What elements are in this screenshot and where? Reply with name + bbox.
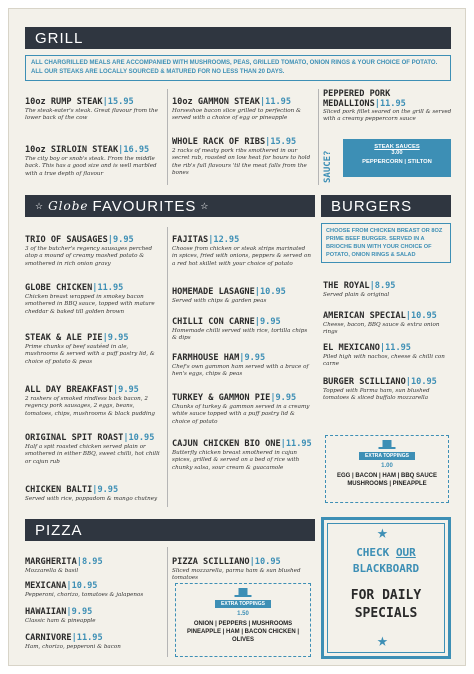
menu-page — [8, 8, 466, 666]
burgers-title: BURGERS — [331, 197, 413, 215]
item-name: 10oz RUMP STEAK — [25, 97, 103, 107]
menu-item: MEXICANA|10.95 Pepperoni, chorizo, tomatoes & jalapenos — [25, 573, 163, 599]
hat-icon — [235, 588, 252, 597]
item-price: 10.95 — [128, 433, 155, 443]
burgers-intro: CHOOSE FROM CHICKEN BREAST OR 8OZ PRIME BEEF BURGER. SERVED IN A BRIOCHE BUN WITH YOUR CHOICE OF POTATO, ONION RINGS & SALAD — [321, 223, 451, 263]
item-desc: Served with rice, poppadom & mango chutney — [25, 496, 158, 502]
menu-item: CHILLI CON CARNE|9.95 Homemade chilli served with rice, tortilla chips & dips — [172, 309, 312, 343]
grill-intro: ALL CHARGRILLED MEALS ARE ACCOMPANIED WITH MUSHROOMS, PEAS, GRILLED TOMATO, ONION RINGS & YOUR CHOICE OF POTATO. ALL OUR STEAKS ARE LOCALLY SOURCED & MATURED FOR NO LESS THAN 20 DAYS. — [25, 55, 451, 81]
item-desc: Served with chips & garden peas — [172, 298, 267, 304]
pizza-toppings-box — [175, 583, 311, 657]
specials-word: SPECIALS — [354, 606, 418, 621]
toppings-list: EGG | BACON | HAM | BBQ SAUCE MUSHROOMS | PINEAPPLE — [336, 473, 438, 487]
item-desc: Chunks of turkey & gammon served in a creamy white sauce topped with a puff pastry lid & choice of potato — [172, 404, 310, 425]
favourites-title: FAVOURITES — [92, 197, 197, 215]
favourites-script: Globe — [48, 199, 89, 213]
menu-item: 10oz GAMMON STEAK|11.95 Horseshoe bacon slice grilled to perfection & served with a choice of egg or pineapple — [172, 89, 314, 123]
menu-item: FARMHOUSE HAM|9.95 Chef's own gammon ham served with a brace of hen's eggs, chips & peas — [172, 345, 312, 379]
item-price: 10.95 — [410, 311, 437, 321]
toppings-price: 1.50 — [237, 611, 249, 617]
grill-header — [25, 27, 451, 49]
divider — [167, 227, 168, 507]
item-name: PEPPERED PORK MEDALLIONS|11.95 — [323, 89, 406, 109]
item-desc: Mozzarella & basil — [25, 568, 79, 574]
star-icon: ☆ — [35, 200, 45, 211]
item-price: 16.95 — [123, 145, 150, 155]
item-name: GLOBE CHICKEN — [25, 283, 93, 293]
menu-item: CHICKEN BALTI|9.95 Served with rice, poppadom & mango chutney — [25, 477, 163, 503]
item-name: ALL DAY BREAKFAST — [25, 385, 113, 395]
grill-title: GRILL — [35, 29, 84, 47]
item-desc: Half a spit roasted chicken served plain or smothered in either BBQ, sweet chilli, hot chilli or cajun rub — [25, 444, 160, 465]
item-name: HOMEMADE LASAGNE — [172, 287, 255, 297]
menu-item: CAJUN CHICKEN BIO ONE|11.95 Butterfly chicken breast smothered in cajun spices, grilled & served on a bed of rice with chunky salsa, sour cream & guacamole — [172, 439, 312, 471]
menu-item: MARGHERITA|8.95 Mozzarella & basil — [25, 549, 163, 575]
check-word: CHECK — [356, 546, 390, 559]
item-price: 10.95 — [254, 557, 281, 567]
menu-item: FAJITAS|12.95 Choose from chicken or steak strips marinated in spices, fried with onions, peppers & served on a red hot skillet with your choice of potato — [172, 235, 311, 267]
divider — [167, 547, 168, 657]
item-price: 9.95 — [259, 317, 281, 327]
menu-item: TURKEY & GAMMON PIE|9.95 Chunks of turkey & gammon served in a creamy white sauce topped with a puff pastry lid & choice of potato — [172, 385, 312, 426]
menu-item: TRIO OF SAUSAGES|9.95 3 of the butcher's regency sausages perched atop a mound of creamy mashed potato & smothered in rich onion gravy — [25, 227, 163, 268]
menu-item: WHOLE RACK OF RIBS|15.95 2 racks of meaty pork ribs smothered in our secret rub, roasted on low heat for hours to hold the rib's full flavours 'til the meat falls from the bones — [172, 129, 314, 178]
item-name: AMERICAN SPECIAL — [323, 311, 406, 321]
item-name: CHILLI CON CARNE — [172, 317, 255, 327]
item-price: 10.95 — [410, 377, 437, 387]
item-price: 11.95 — [76, 633, 103, 643]
item-name: FARMHOUSE HAM — [172, 353, 240, 363]
sauce-title: STEAK SAUCES — [374, 144, 420, 150]
item-name: CAJUN CHICKEN BIO ONE — [172, 439, 281, 449]
item-price: 8.95 — [374, 281, 396, 291]
pizza-header — [25, 519, 315, 541]
item-desc: Served plain & original — [323, 292, 390, 298]
item-price: 9.95 — [97, 485, 119, 495]
item-price: 9.95 — [107, 333, 129, 343]
item-price: 11.95 — [97, 283, 124, 293]
menu-item: THE ROYAL|8.95 Served plain & original — [323, 273, 451, 299]
item-name: STEAK & ALE PIE — [25, 333, 103, 343]
item-name: TRIO OF SAUSAGES — [25, 235, 108, 245]
sauce-price: 3.00 — [391, 150, 403, 156]
item-price: 9.95 — [275, 393, 297, 403]
blackboard-word: BLACKBOARD — [352, 562, 420, 575]
item-desc: Sliced mozzarella, parma ham & sun blushed tomatoes — [172, 568, 301, 582]
item-name: MARGHERITA — [25, 557, 77, 567]
menu-item: CARNIVORE|11.95 Ham, chorizo, pepperoni & bacon — [25, 625, 163, 651]
item-name: BURGER SCILLIANO — [323, 377, 406, 387]
item-desc: Classic ham & pineapple — [25, 618, 96, 624]
blackboard-specials-box — [321, 517, 451, 659]
item-price: 10.95 — [71, 581, 98, 591]
star-icon: ★ — [377, 522, 388, 543]
menu-item: STEAK & ALE PIE|9.95 Prime chunks of beef sautéed in ale, mushrooms & served with a puff pastry lid, & choice of potato & peas — [25, 325, 163, 366]
menu-item — [323, 89, 453, 124]
item-name: THE ROYAL — [323, 281, 370, 291]
item-desc: Ham, chorizo, pepperoni & bacon — [25, 644, 121, 650]
burger-toppings-box — [325, 435, 449, 503]
item-desc: 2 racks of meaty pork ribs smothered in our secret rub, roasted on low heat for hours to hold the rib's full flavours 'til the meat falls from the bones — [172, 148, 311, 177]
sauce-options: PEPPERCORN | STILTON — [362, 159, 432, 165]
item-desc: Horseshoe bacon slice grilled to perfection & served with a choice of egg or pineapple — [172, 108, 302, 122]
item-price: 15.95 — [270, 137, 297, 147]
item-desc: Sliced pork fillet seared on the grill & served with a creamy peppercorn sauce — [323, 109, 452, 123]
item-desc: 3 of the butcher's regency sausages perched atop a mound of creamy mashed potato & smothered in rich onion gravy — [25, 246, 153, 267]
menu-item: ORIGINAL SPIT ROAST|10.95 Half a spit roasted chicken served plain or smothered in either BBQ, sweet chilli, hot chilli or cajun rub — [25, 425, 163, 466]
menu-item: BURGER SCILLIANO|10.95 Topped with Parma ham, sun blushed tomatoes & sliced buffalo mozzarella — [323, 369, 451, 403]
steak-sauces-box — [343, 139, 451, 177]
item-price: 9.95 — [118, 385, 139, 395]
item-desc: Butterfly chicken breast smothered in cajun spices, grilled & served on a bed of rice with chunky salsa, sour cream & guacamole — [172, 450, 300, 471]
item-desc: The steak-eater's steak. Great flavour from the lower back of the cow — [25, 108, 158, 122]
item-name: ORIGINAL SPIT ROAST — [25, 433, 124, 443]
item-price: 8.95 — [81, 557, 103, 567]
item-price: 11.95 — [379, 99, 406, 109]
item-name: EL MEXICANO — [323, 343, 380, 353]
item-desc: 2 rashers of smoked rindless back bacon, 2 regency pork sausages, 2 eggs, beans, tomatoes, chips, mushrooms & black pudding — [25, 396, 155, 417]
star-icon: ★ — [377, 630, 388, 651]
item-desc: Choose from chicken or steak strips marinated in spices, fried with onions, peppers & served on a red hot skillet with your choice of potato — [172, 246, 311, 267]
item-name: MEXICANA — [25, 581, 67, 591]
item-desc: Topped with Parma ham, sun blushed tomatoes & sliced buffalo mozzarella — [323, 388, 430, 402]
menu-item: ALL DAY BREAKFAST|9.95 2 rashers of smoked rindless back bacon, 2 regency pork sausages, 2 eggs, beans, tomatoes, chips, mushrooms & black pudding — [25, 377, 163, 418]
menu-item: EL MEXICANO|11.95 Piled high with nachos, cheese & chilli con carne — [323, 335, 451, 369]
item-desc: Cheese, bacon, BBQ sauce & extra onion rings — [323, 322, 440, 336]
toppings-price: 1.00 — [381, 463, 393, 469]
item-name: FAJITAS — [172, 235, 209, 245]
toppings-title: EXTRA TOPPINGS — [215, 600, 271, 608]
item-name: TURKEY & GAMMON PIE — [172, 393, 271, 403]
menu-item: HAWAIIAN|9.95 Classic ham & pineapple — [25, 599, 163, 625]
menu-item: GLOBE CHICKEN|11.95 Chicken breast wrapped in smokey bacon smothered in BBQ sauce, topped with mature cheddar & baked till golden brown — [25, 275, 163, 316]
menu-item: PIZZA SCILLIANO|10.95 Sliced mozzarella, parma ham & sun blushed tomatoes — [172, 549, 312, 583]
menu-item: 10oz RUMP STEAK|15.95 The steak-eater's steak. Great flavour from the lower back of the cow — [25, 89, 163, 123]
item-name: 10oz GAMMON STEAK — [172, 97, 260, 107]
item-name: WHOLE RACK OF RIBS — [172, 137, 266, 147]
item-name: HAWAIIAN — [25, 607, 67, 617]
star-icon: ☆ — [200, 200, 210, 211]
toppings-list: ONION | PEPPERS | MUSHROOMS PINEAPPLE | HAM | BACON CHICKEN | OLIVES — [186, 621, 300, 643]
item-price: 12.95 — [213, 235, 240, 245]
item-name: 10oz SIRLOIN STEAK — [25, 145, 119, 155]
toppings-title: EXTRA TOPPINGS — [359, 452, 415, 460]
item-price: 11.95 — [385, 343, 411, 353]
menu-item: HOMEMADE LASAGNE|10.95 Served with chips & garden peas — [172, 279, 312, 305]
item-price: 9.95 — [244, 353, 266, 363]
pizza-title: PIZZA — [35, 521, 83, 539]
item-price: 11.95 — [265, 97, 292, 107]
item-price: 11.95 — [285, 439, 312, 449]
item-price: 9.95 — [71, 607, 93, 617]
favourites-header — [25, 195, 315, 217]
divider — [167, 89, 168, 185]
our-word: OUR — [395, 546, 416, 559]
item-desc: Chicken breast wrapped in smokey bacon smothered in BBQ sauce, topped with mature cheddar & baked till golden brown — [25, 294, 155, 315]
menu-item: 10oz SIRLOIN STEAK|16.95 The city boy or snob's steak. From the middle back. This has a good size and is well marbled with a true depth of flavour — [25, 137, 163, 178]
item-name: CARNIVORE — [25, 633, 72, 643]
item-price: 15.95 — [107, 97, 134, 107]
item-desc: Chef's own gammon ham served with a brace of hen's eggs, chips & peas — [172, 364, 309, 378]
sauce-label: SAUCE? — [323, 150, 333, 183]
item-name: CHICKEN BALTI — [25, 485, 93, 495]
item-desc: The city boy or snob's steak. From the middle back. This has a good size and is well marbled with a true depth of flavour — [25, 156, 157, 177]
divider — [318, 89, 319, 185]
burgers-header — [321, 195, 451, 217]
item-price: 9.95 — [112, 235, 134, 245]
item-desc: Homemade chilli served with rice, tortilla chips & dips — [172, 328, 308, 342]
item-desc: Piled high with nachos, cheese & chilli con carne — [323, 354, 445, 368]
item-desc: Prime chunks of beef sautéed in ale, mushrooms & served with a puff pastry lid, & choice of potato & peas — [25, 344, 155, 365]
hat-icon — [379, 440, 396, 449]
item-price: 10.95 — [259, 287, 286, 297]
item-desc: Pepperoni, chorizo, tomatoes & jalapenos — [25, 592, 144, 598]
menu-item: AMERICAN SPECIAL|10.95 Cheese, bacon, BBQ sauce & extra onion rings — [323, 303, 451, 337]
for-daily: FOR DAILY — [350, 588, 422, 603]
item-name: PIZZA SCILLIANO — [172, 557, 250, 567]
